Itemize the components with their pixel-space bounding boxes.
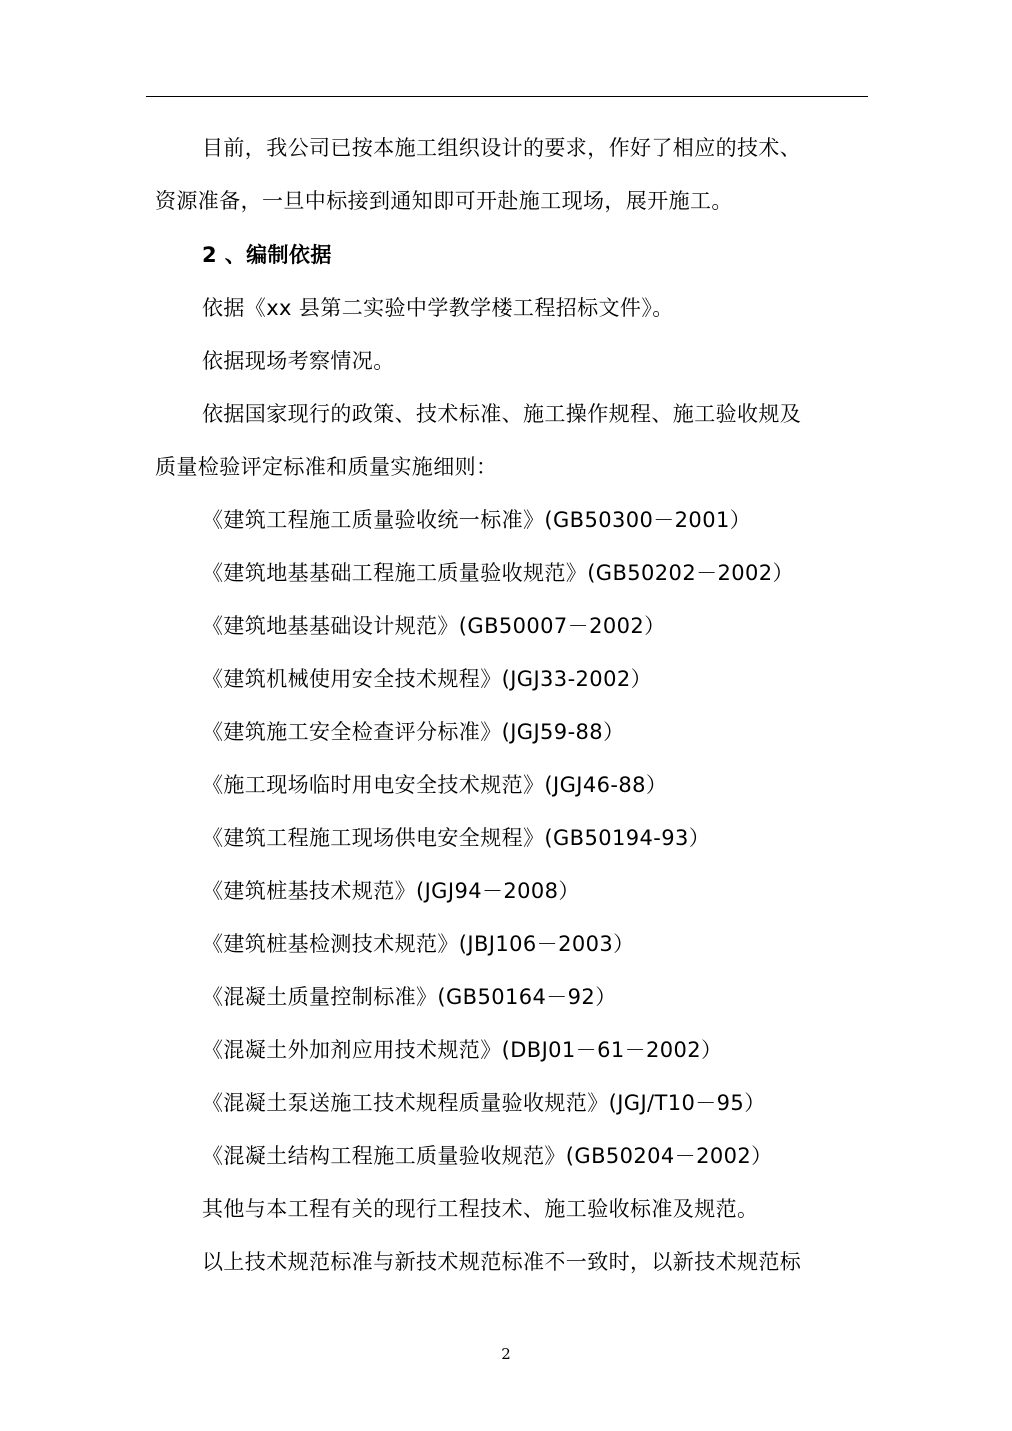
standard-item: 《建筑工程施工质量验收统一标准》(GB50300－2001） [202,508,752,532]
standard-item: 《建筑地基基础工程施工质量验收规范》(GB50202－2002） [202,561,794,585]
standard-item: 《建筑桩基检测技术规范》(JBJ106－2003） [202,932,635,956]
standard-item: 《建筑地基基础设计规范》(GB50007－2002） [202,614,666,638]
basis-site: 依据现场考察情况。 [202,349,395,373]
header-rule [146,96,868,97]
standard-item: 《施工现场临时用电安全技术规范》(JGJ46-88） [202,773,668,797]
basis-national-line-2: 质量检验评定标准和质量实施细则： [155,455,498,479]
intro-line-1: 目前，我公司已按本施工组织设计的要求，作好了相应的技术、 [202,136,802,160]
standard-item: 《混凝土质量控制标准》(GB50164－92） [202,985,617,1009]
closing-other: 其他与本工程有关的现行工程技术、施工验收标准及规范。 [202,1197,759,1221]
standard-item: 《建筑工程施工现场供电安全规程》(GB50194-93） [202,826,711,850]
standard-item: 《混凝土结构工程施工质量验收规范》(GB50204－2002） [202,1144,773,1168]
basis-tender: 依据《xx 县第二实验中学教学楼工程招标文件》。 [202,296,674,320]
page-number: 2 [501,1345,511,1363]
closing-conflict: 以上技术规范标准与新技术规范标准不一致时，以新技术规范标 [202,1250,802,1274]
basis-national-line-1: 依据国家现行的政策、技术标准、施工操作规程、施工验收规及 [202,402,802,426]
intro-line-2: 资源准备，一旦中标接到通知即可开赴施工现场，展开施工。 [155,189,733,213]
standard-item: 《建筑机械使用安全技术规程》(JGJ33-2002） [202,667,652,691]
standard-item: 《建筑施工安全检查评分标准》(JGJ59-88） [202,720,625,744]
standard-item: 《建筑桩基技术规范》(JGJ94－2008） [202,879,580,903]
standard-item: 《混凝土外加剂应用技术规范》(DBJ01－61－2002） [202,1038,723,1062]
section-heading: 2 、编制依据 [202,243,332,267]
standard-item: 《混凝土泵送施工技术规程质量验收规范》(JGJ/T10－95） [202,1091,766,1115]
